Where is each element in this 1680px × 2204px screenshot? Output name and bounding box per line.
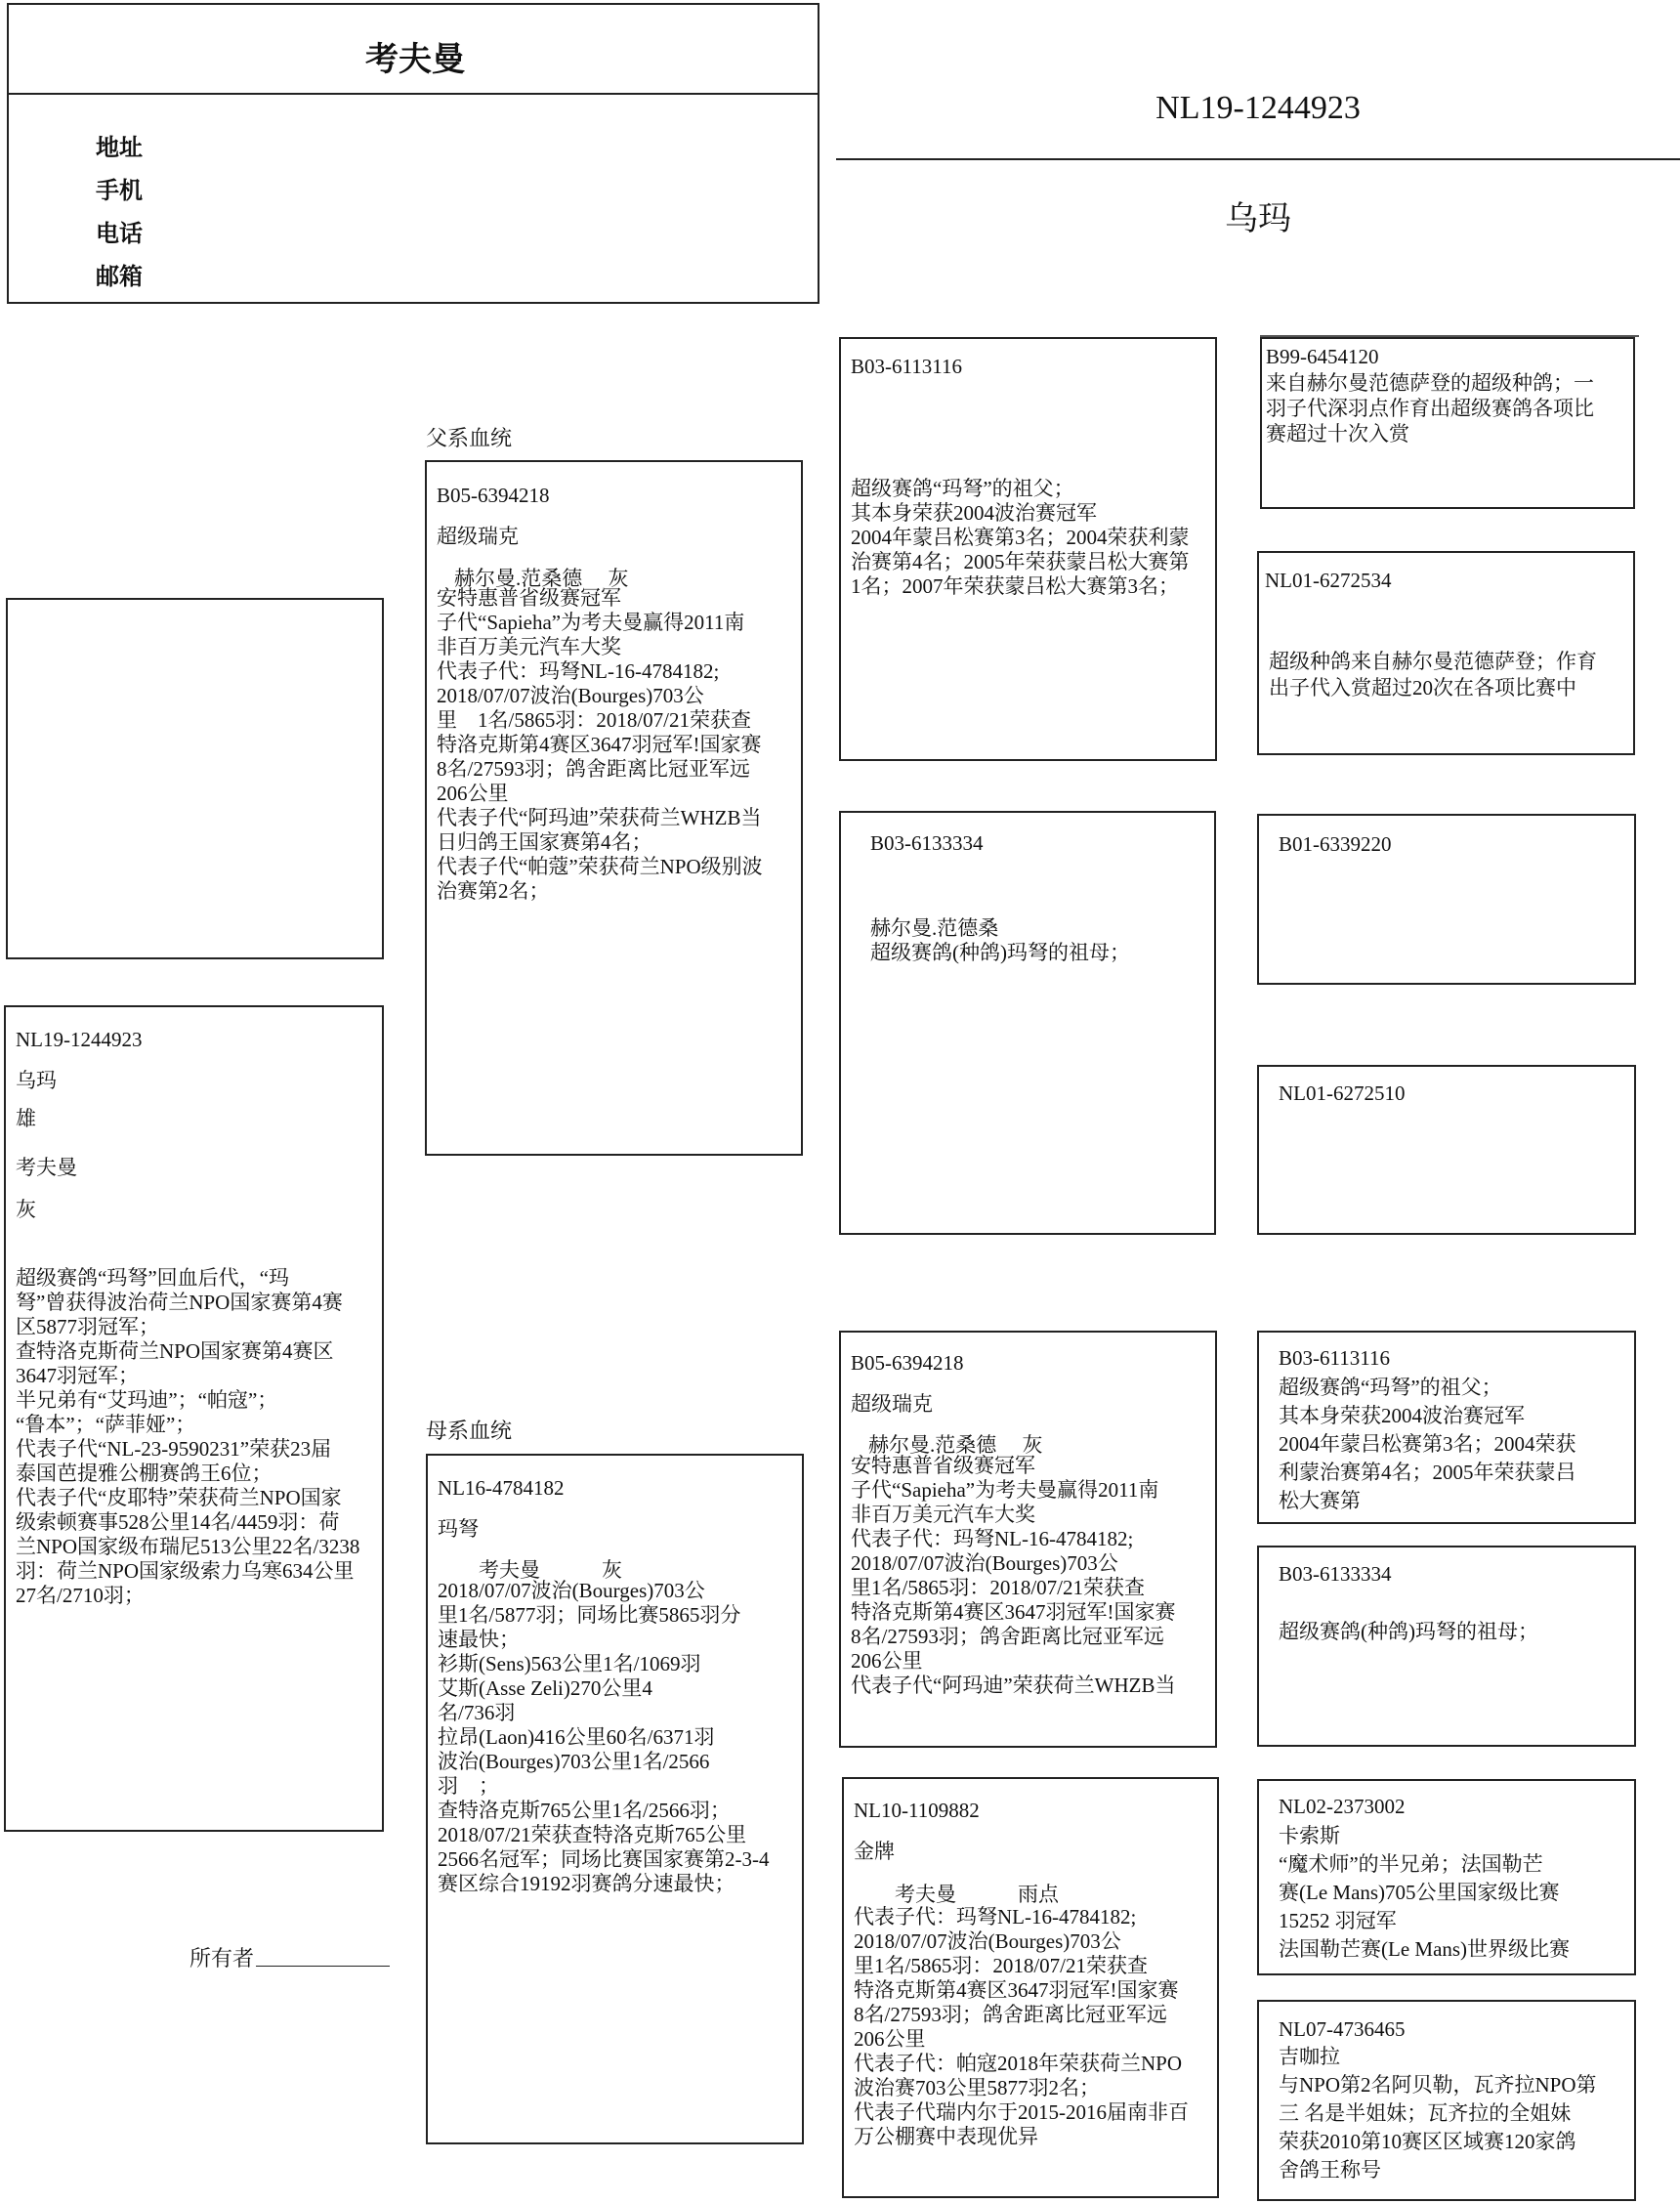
note-line: 治赛第2名； bbox=[437, 879, 550, 903]
note-line: 区5877羽冠军； bbox=[16, 1315, 159, 1338]
note-line: 超级赛鸽“玛弩”的祖父； bbox=[851, 477, 1074, 500]
note-line: 羽：荷兰NPO国家级索力乌寒634公里 bbox=[16, 1559, 355, 1583]
note-line: 非百万美元汽车大奖 bbox=[851, 1503, 1035, 1526]
subject-notes bbox=[16, 1266, 380, 1608]
note-line: 27名/2710羽； bbox=[16, 1584, 145, 1607]
note-line: 艾斯(Asse Zeli)270公里4 bbox=[438, 1676, 652, 1700]
dam-sire-ring: B05-6394218 bbox=[851, 1351, 964, 1375]
subject-breeder: 考夫曼 bbox=[16, 1156, 77, 1179]
note-line: 查特洛克斯荷兰NPO国家赛第4赛区 bbox=[16, 1339, 334, 1363]
note-line: 波治赛703公里5877羽2名； bbox=[854, 2076, 1100, 2099]
note-line: 1名；2007年荣获蒙吕松大赛第3名； bbox=[851, 574, 1179, 598]
note-line: 与NPO第2名阿贝勒，瓦齐拉NPO第 bbox=[1279, 2073, 1597, 2097]
sire-dam-notes bbox=[870, 916, 1212, 965]
note-line: 法国勒芒赛(Le Mans)世界级比赛 bbox=[1279, 1937, 1571, 1961]
great-grandparent-card bbox=[1257, 1779, 1636, 1975]
note-line: 波治(Bourges)703公里1名/2566 bbox=[438, 1750, 710, 1773]
dam-dam-notes bbox=[854, 1905, 1215, 2149]
note-line: 超级赛鸽(种鸽)玛弩的祖母； bbox=[1279, 1620, 1538, 1643]
note-line: 拉昂(Laon)416公里60名/6371羽 bbox=[438, 1725, 715, 1749]
note-line: 特洛克斯第4赛区3647羽冠军!国家赛 bbox=[437, 733, 762, 756]
note-line: 级索顿赛事528公里14名/4459羽：荷 bbox=[16, 1510, 340, 1534]
sire-sire-card bbox=[839, 337, 1217, 761]
note-line: 2566名冠军；同场比赛国家赛第2-3-4 bbox=[438, 1847, 770, 1871]
sire-name: 超级瑞克 bbox=[437, 525, 519, 548]
note-line: 里1名/5865羽：2018/07/21荣获查 bbox=[854, 1954, 1149, 1977]
dam-notes bbox=[438, 1579, 800, 1896]
note-line: 子代“Sapieha”为考夫曼赢得2011南 bbox=[851, 1478, 1159, 1502]
sire-dam-ring: B03-6133334 bbox=[870, 831, 984, 855]
note-line: 里1名/5865羽：2018/07/21荣获查 bbox=[851, 1576, 1146, 1599]
note-line: 荣获2010第10赛区区域赛120家鸽 bbox=[1279, 2130, 1576, 2153]
note-line: 2018/07/07波治(Bourges)703公 bbox=[851, 1551, 1118, 1575]
note-line: 代表子代：玛弩NL-16-4784182; bbox=[851, 1527, 1134, 1550]
great-grandparent-card bbox=[1257, 1065, 1636, 1235]
note-line: 赛(Le Mans)705公里国家级比赛 bbox=[1279, 1881, 1560, 1904]
note-line: 超级赛鸽“玛弩”回血后代，“玛 bbox=[16, 1266, 289, 1290]
note-line: 来自赫尔曼范德萨登的超级种鸽；一 bbox=[1266, 371, 1594, 395]
mobile-label: 手机 bbox=[96, 179, 143, 204]
g3-notes bbox=[1266, 370, 1631, 446]
note-line: 代表子代：玛弩NL-16-4784182; bbox=[854, 1905, 1137, 1928]
note-line: “鲁本”；“萨菲娅”； bbox=[16, 1413, 196, 1436]
note-line: 里1名/5877羽；同场比赛5865羽分 bbox=[438, 1603, 741, 1627]
title-divider bbox=[836, 158, 1680, 160]
phone-label: 电话 bbox=[96, 222, 143, 247]
note-line: 8名/27593羽；鸽舍距离比冠亚军远 bbox=[437, 757, 750, 781]
g3-notes bbox=[1279, 1618, 1632, 1646]
note-line: 2018/07/21荣获查特洛克斯765公里 bbox=[438, 1823, 747, 1846]
g3-ring: NL01-6272510 bbox=[1279, 1081, 1406, 1105]
note-line: 3647羽冠军； bbox=[16, 1364, 139, 1387]
note-line: 特洛克斯第4赛区3647羽冠军!国家赛 bbox=[851, 1600, 1176, 1624]
dam-sire-breeder-color: 赫尔曼.范桑德 灰 bbox=[868, 1433, 1043, 1457]
note-line: 8名/27593羽；鸽舍距离比冠亚军远 bbox=[854, 2003, 1167, 2026]
email-label: 邮箱 bbox=[96, 265, 143, 290]
dam-sire-notes bbox=[851, 1454, 1213, 1698]
dam-dam-name: 金牌 bbox=[854, 1840, 895, 1863]
note-line: 8名/27593羽；鸽舍距离比冠亚军远 bbox=[851, 1625, 1164, 1648]
subject-name: 乌玛 bbox=[16, 1069, 57, 1092]
g3-ring: B99-6454120 bbox=[1266, 345, 1379, 368]
dam-ring: NL16-4784182 bbox=[438, 1476, 565, 1500]
subject-color: 灰 bbox=[16, 1198, 36, 1221]
note-line: 日归鸽王国家赛第4名； bbox=[437, 830, 652, 854]
great-grandparent-card bbox=[1257, 2000, 1636, 2201]
sire-notes bbox=[437, 586, 799, 904]
note-line: 赛超过十次入赏 bbox=[1266, 422, 1409, 445]
great-grandparent-card bbox=[1257, 551, 1635, 755]
note-line: 2018/07/07波治(Bourges)703公 bbox=[854, 1929, 1121, 1953]
note-line: 兰NPO国家级布瑞尼513公里22名/3238 bbox=[16, 1535, 360, 1558]
dam-sire-card bbox=[839, 1331, 1217, 1748]
dam-breeder-color: 考夫曼 灰 bbox=[438, 1558, 622, 1582]
note-line: 衫斯(Sens)563公里1名/1069羽 bbox=[438, 1652, 701, 1675]
note-line: 查特洛克斯765公里1名/2566羽； bbox=[438, 1799, 731, 1822]
note-line: 2018/07/07波治(Bourges)703公 bbox=[438, 1579, 705, 1602]
note-line: 其本身荣获2004波治赛冠军 bbox=[851, 501, 1097, 525]
dam-dam-ring: NL10-1109882 bbox=[854, 1799, 980, 1822]
breeder-header bbox=[7, 3, 819, 304]
g3-notes bbox=[1279, 2043, 1632, 2184]
dam-name: 玛弩 bbox=[438, 1517, 479, 1541]
g3-notes bbox=[1269, 649, 1631, 701]
sire-card bbox=[425, 460, 803, 1156]
g3-ring: B03-6133334 bbox=[1279, 1562, 1392, 1586]
note-line: 代表子代“NL-23-9590231”荣获23届 bbox=[16, 1437, 332, 1461]
note-line: 206公里 bbox=[437, 782, 509, 805]
note-line: 特洛克斯第4赛区3647羽冠军!国家赛 bbox=[854, 1978, 1179, 2002]
note-line: 超级赛鸽“玛弩”的祖父； bbox=[1279, 1376, 1502, 1399]
pedigree-ring-title: NL19-1244923 bbox=[1155, 90, 1361, 126]
g3-ring: NL07-4736465 bbox=[1279, 2017, 1406, 2041]
note-line: 安特惠普省级赛冠军 bbox=[437, 586, 621, 610]
note-line: “魔术师”的半兄弟；法国勒芒 bbox=[1279, 1852, 1543, 1876]
sire-sire-ring: B03-6113116 bbox=[851, 355, 962, 378]
owner-signature-line[interactable] bbox=[256, 1966, 390, 1967]
dam-sire-name: 超级瑞克 bbox=[851, 1392, 933, 1416]
note-line: 羽子代深羽点作育出超级赛鸽各项比 bbox=[1266, 397, 1594, 420]
note-line: 出子代入赏超过20次在各项比赛中 bbox=[1269, 676, 1576, 699]
note-line: 赫尔曼.范德桑 bbox=[870, 916, 999, 940]
note-line: 代表子代：帕寇2018年荣获荷兰NPO bbox=[854, 2052, 1183, 2075]
note-line: 代表子代“阿玛迪”荣获荷兰WHZB当 bbox=[851, 1674, 1176, 1697]
note-line: 松大赛第 bbox=[1279, 1489, 1361, 1512]
great-grandparent-card bbox=[1260, 337, 1635, 509]
note-line: 三 名是半姐妹；瓦齐拉的全姐妹 bbox=[1279, 2101, 1572, 2125]
note-line: 206公里 bbox=[851, 1649, 923, 1673]
note-line: 半兄弟有“艾玛迪”；“帕寇”； bbox=[16, 1388, 278, 1412]
note-line: 万公棚赛中表现优异 bbox=[854, 2125, 1038, 2148]
dam-card bbox=[426, 1454, 804, 2144]
note-line: 卡索斯 bbox=[1279, 1824, 1340, 1847]
header-divider bbox=[9, 93, 818, 95]
note-line: 舍鸽王称号 bbox=[1279, 2158, 1381, 2182]
subject-ring: NL19-1244923 bbox=[16, 1028, 143, 1051]
note-line: 羽 ； bbox=[438, 1774, 499, 1798]
note-line: 名/736羽 bbox=[438, 1701, 516, 1724]
dam-dam-breeder-color: 考夫曼 雨点 bbox=[854, 1883, 1059, 1906]
note-line: 安特惠普省级赛冠军 bbox=[851, 1454, 1035, 1477]
note-line: 吉咖拉 bbox=[1279, 2045, 1340, 2068]
photo-placeholder bbox=[6, 598, 384, 959]
note-line: 赛区综合19192羽赛鸽分速最快； bbox=[438, 1872, 735, 1895]
breeder-name: 考夫曼 bbox=[365, 42, 465, 78]
sire-dam-card bbox=[839, 811, 1216, 1235]
note-line: 子代“Sapieha”为考夫曼赢得2011南 bbox=[437, 611, 745, 634]
sire-breeder-color: 赫尔曼.范桑德 灰 bbox=[454, 567, 629, 590]
note-line: 超级种鸽来自赫尔曼范德萨登；作育 bbox=[1269, 650, 1597, 673]
note-line: 泰国芭提雅公棚赛鸽王6位； bbox=[16, 1462, 273, 1485]
note-line: 代表子代：玛弩NL-16-4784182; bbox=[437, 659, 720, 683]
g3-ring: NL02-2373002 bbox=[1279, 1795, 1406, 1818]
great-grandparent-card bbox=[1257, 814, 1636, 985]
g3-ring: B03-6113116 bbox=[1279, 1346, 1390, 1370]
note-line: 代表子代“阿玛迪”荣获荷兰WHZB当 bbox=[437, 806, 762, 829]
note-line: 速最快； bbox=[438, 1628, 520, 1651]
note-line: 代表子代“皮耶特”荣获荷兰NPO国家 bbox=[16, 1486, 342, 1509]
note-line: 15252 羽冠军 bbox=[1279, 1909, 1397, 1932]
great-grandparent-card bbox=[1257, 1546, 1636, 1747]
note-line: 206公里 bbox=[854, 2027, 926, 2051]
note-line: 非百万美元汽车大奖 bbox=[437, 635, 621, 658]
note-line: 2004年蒙吕松赛第3名；2004荣获 bbox=[1279, 1432, 1576, 1456]
note-line: 代表子代“帕蔻”荣获荷兰NPO级别波 bbox=[437, 855, 763, 878]
note-line: 2018/07/07波治(Bourges)703公 bbox=[437, 684, 704, 707]
dam-line-label: 母系血统 bbox=[426, 1419, 513, 1443]
g3-notes bbox=[1279, 1374, 1632, 1515]
g3-ring: B01-6339220 bbox=[1279, 832, 1392, 856]
dam-dam-card bbox=[842, 1777, 1219, 2198]
note-line: 治赛第4名；2005年荣获蒙吕松大赛第 bbox=[851, 550, 1190, 573]
note-line: 2004年蒙吕松赛第3名；2004荣获利蒙 bbox=[851, 526, 1190, 549]
sire-ring: B05-6394218 bbox=[437, 484, 550, 507]
note-line: 其本身荣获2004波治赛冠军 bbox=[1279, 1404, 1525, 1427]
g3-ring: NL01-6272534 bbox=[1265, 569, 1392, 592]
g3-notes bbox=[1279, 1822, 1632, 1964]
pedigree-name-title: 乌玛 bbox=[1225, 201, 1291, 237]
note-line: 超级赛鸽(种鸽)玛弩的祖母； bbox=[870, 941, 1130, 964]
note-line: 利蒙治赛第4名；2005年荣获蒙吕 bbox=[1279, 1461, 1576, 1484]
subject-sex: 雄 bbox=[16, 1107, 36, 1130]
sire-line-label: 父系血统 bbox=[426, 426, 513, 450]
owner-label: 所有者 bbox=[189, 1946, 255, 1971]
subject-card bbox=[4, 1005, 384, 1832]
note-line: 弩”曾获得波治荷兰NPO国家赛第4赛 bbox=[16, 1291, 343, 1314]
great-grandparent-card bbox=[1257, 1331, 1636, 1524]
note-line: 代表子代瑞内尔于2015-2016届南非百 bbox=[854, 2100, 1189, 2124]
address-label: 地址 bbox=[96, 136, 143, 161]
note-line: 里 1名/5865羽：2018/07/21荣获查 bbox=[437, 708, 752, 732]
sire-sire-notes bbox=[851, 477, 1213, 599]
